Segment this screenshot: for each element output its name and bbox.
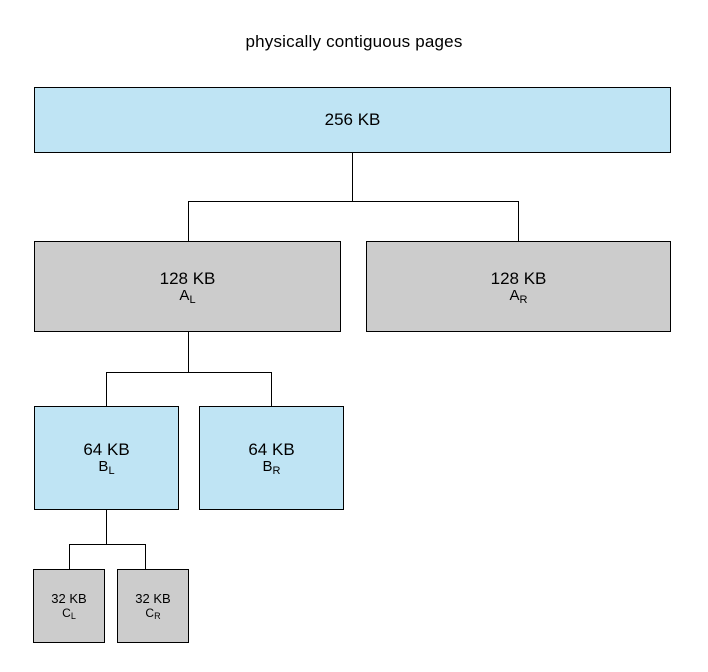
connector-al-bar [106, 372, 271, 373]
node-128kb-al [34, 241, 341, 332]
connector-al-to-bl [106, 372, 107, 406]
node-32kb-cr-label: $C_R$ [145, 605, 161, 621]
connector-bl-to-cr [145, 544, 146, 569]
connector-root-stem [352, 153, 353, 201]
connector-root-to-ar [518, 201, 519, 241]
node-32kb-cl-size: 32 KB [51, 591, 87, 606]
connector-bl-bar [69, 544, 145, 545]
connector-root-to-al [188, 201, 189, 241]
node-64kb-br-label: $B_R$ [262, 458, 281, 478]
node-32kb-cr [117, 569, 189, 643]
diagram-title: physically contiguous pages [245, 32, 463, 51]
node-128kb-ar [366, 241, 671, 332]
connector-root-bar [188, 201, 518, 202]
node-64kb-bl-size: 64 KB [83, 440, 130, 460]
connector-al-stem [188, 332, 189, 372]
node-64kb-br [199, 406, 344, 510]
node-32kb-cr-size: 32 KB [135, 591, 171, 606]
node-32kb-cl-label: $C_L$ [62, 605, 76, 621]
node-64kb-br-size: 64 KB [248, 440, 295, 460]
connector-bl-to-cl [69, 544, 70, 569]
node-64kb-bl [34, 406, 179, 510]
connector-bl-stem [106, 510, 107, 544]
node-128kb-al-label: $A_L$ [179, 286, 196, 306]
node-32kb-cl [33, 569, 105, 643]
connector-al-to-br [271, 372, 272, 406]
node-256kb-size: 256 KB [324, 110, 381, 130]
node-256kb [34, 87, 671, 153]
node-128kb-ar-size: 128 KB [490, 268, 547, 288]
node-128kb-al-size: 128 KB [159, 268, 216, 288]
node-128kb-ar-label: $A_R$ [509, 286, 528, 306]
node-64kb-bl-label: $B_L$ [98, 458, 115, 478]
